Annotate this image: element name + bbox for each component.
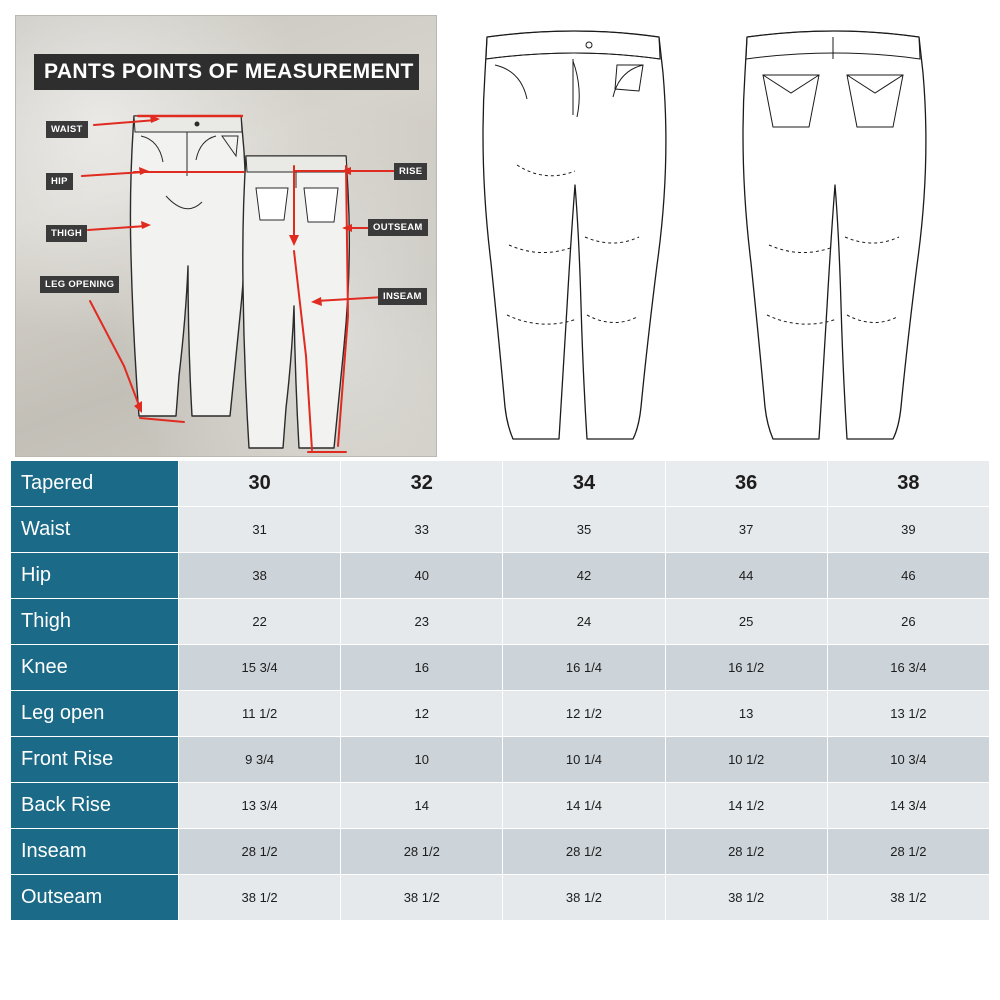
cell-inseam-34: 28 1/2	[503, 829, 665, 875]
cell-outseam-30: 38 1/2	[179, 875, 341, 921]
cell-knee-34: 16 1/4	[503, 645, 665, 691]
size-chart-table	[10, 460, 990, 921]
cell-hip-36: 44	[665, 553, 827, 599]
cell-inseam-30: 28 1/2	[179, 829, 341, 875]
table-row	[11, 829, 990, 875]
cell-leg-open-30: 11 1/2	[179, 691, 341, 737]
label-leg-opening: LEG OPENING	[40, 276, 119, 293]
cell-outseam-36: 38 1/2	[665, 875, 827, 921]
label-hip: HIP	[46, 173, 73, 190]
technical-svg	[447, 15, 987, 455]
size-header-38: 38	[827, 461, 989, 507]
cell-back-rise-34: 14 1/4	[503, 783, 665, 829]
technical-drawings	[447, 15, 990, 455]
cell-knee-38: 16 3/4	[827, 645, 989, 691]
table-row	[11, 599, 990, 645]
row-label-back-rise: Back Rise	[11, 783, 179, 829]
jeans-front-technical-sketch	[483, 31, 666, 439]
diagram-title: PANTS POINTS OF MEASUREMENT	[34, 54, 419, 90]
size-header-36: 36	[665, 461, 827, 507]
cell-front-rise-34: 10 1/4	[503, 737, 665, 783]
row-label-front-rise: Front Rise	[11, 737, 179, 783]
row-label-outseam: Outseam	[11, 875, 179, 921]
cell-front-rise-36: 10 1/2	[665, 737, 827, 783]
cell-waist-30: 31	[179, 507, 341, 553]
cell-hip-38: 46	[827, 553, 989, 599]
cell-thigh-34: 24	[503, 599, 665, 645]
row-label-knee: Knee	[11, 645, 179, 691]
cell-knee-36: 16 1/2	[665, 645, 827, 691]
cell-front-rise-30: 9 3/4	[179, 737, 341, 783]
table-row	[11, 645, 990, 691]
cell-waist-36: 37	[665, 507, 827, 553]
cell-back-rise-30: 13 3/4	[179, 783, 341, 829]
row-label-thigh: Thigh	[11, 599, 179, 645]
jeans-back-technical-sketch	[743, 31, 926, 439]
cell-back-rise-36: 14 1/2	[665, 783, 827, 829]
cell-thigh-36: 25	[665, 599, 827, 645]
cell-hip-34: 42	[503, 553, 665, 599]
cell-front-rise-32: 10	[341, 737, 503, 783]
table-row	[11, 507, 990, 553]
label-inseam: INSEAM	[378, 288, 427, 305]
table-row	[11, 691, 990, 737]
label-outseam: OUTSEAM	[368, 219, 428, 236]
size-table-wrapper	[10, 460, 990, 921]
cell-leg-open-32: 12	[341, 691, 503, 737]
cell-inseam-32: 28 1/2	[341, 829, 503, 875]
table-row	[11, 553, 990, 599]
cell-leg-open-34: 12 1/2	[503, 691, 665, 737]
cell-leg-open-36: 13	[665, 691, 827, 737]
row-label-waist: Waist	[11, 507, 179, 553]
cell-outseam-32: 38 1/2	[341, 875, 503, 921]
label-rise: RISE	[394, 163, 427, 180]
cell-hip-30: 38	[179, 553, 341, 599]
measurement-diagram	[15, 15, 437, 457]
size-header-30: 30	[179, 461, 341, 507]
cell-hip-32: 40	[341, 553, 503, 599]
cell-front-rise-38: 10 3/4	[827, 737, 989, 783]
row-label-hip: Hip	[11, 553, 179, 599]
size-header-32: 32	[341, 461, 503, 507]
row-label-inseam: Inseam	[11, 829, 179, 875]
cell-thigh-32: 23	[341, 599, 503, 645]
cell-thigh-30: 22	[179, 599, 341, 645]
row-label-leg-open: Leg open	[11, 691, 179, 737]
cell-waist-32: 33	[341, 507, 503, 553]
table-row	[11, 737, 990, 783]
cell-leg-open-38: 13 1/2	[827, 691, 989, 737]
table-row	[11, 875, 990, 921]
cell-knee-30: 15 3/4	[179, 645, 341, 691]
table-row	[11, 783, 990, 829]
cell-outseam-34: 38 1/2	[503, 875, 665, 921]
cell-waist-38: 39	[827, 507, 989, 553]
table-header-row	[11, 461, 990, 507]
cell-thigh-38: 26	[827, 599, 989, 645]
illustration-area	[0, 0, 1000, 458]
cell-outseam-38: 38 1/2	[827, 875, 989, 921]
size-header-34: 34	[503, 461, 665, 507]
cell-back-rise-32: 14	[341, 783, 503, 829]
cell-inseam-36: 28 1/2	[665, 829, 827, 875]
cell-inseam-38: 28 1/2	[827, 829, 989, 875]
label-thigh: THIGH	[46, 225, 87, 242]
cell-back-rise-38: 14 3/4	[827, 783, 989, 829]
cell-waist-34: 35	[503, 507, 665, 553]
label-waist: WAIST	[46, 121, 88, 138]
cell-knee-32: 16	[341, 645, 503, 691]
table-corner-label: Tapered	[11, 461, 179, 507]
